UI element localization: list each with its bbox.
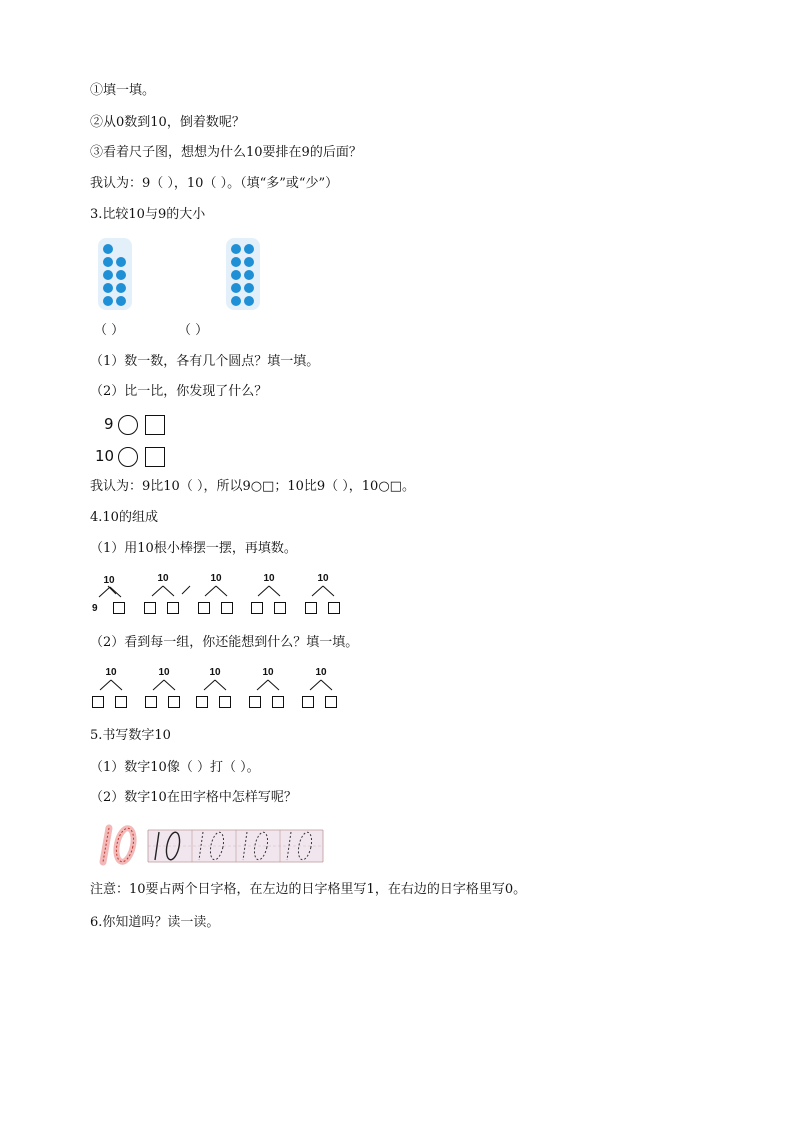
composition-total: 10	[210, 573, 222, 584]
branch-lines	[95, 585, 125, 599]
compare-square[interactable]	[145, 415, 165, 435]
question-each-group: （2）看到每一组，你还能想到什么？填一填。	[90, 635, 359, 650]
branch-lines	[253, 678, 283, 692]
composition-blank[interactable]	[113, 602, 125, 614]
composition-total: 10	[317, 573, 329, 584]
branch-lines	[148, 584, 178, 598]
composition-blank[interactable]	[145, 696, 157, 708]
composition-blank[interactable]	[115, 696, 127, 708]
composition-blank[interactable]	[274, 602, 286, 614]
composition-blank[interactable]	[305, 602, 317, 614]
compare-circle[interactable]	[118, 415, 138, 435]
composition-total: 10	[103, 575, 115, 586]
branch-lines	[201, 584, 231, 598]
writing-note: 注意：10要占两个日字格，在左边的日字格里写1，在右边的日字格里写0。	[90, 882, 527, 897]
composition-total: 10	[315, 667, 327, 678]
instruction-count: ②从0数到10，倒着数呢？	[90, 115, 245, 130]
composition-blank[interactable]	[251, 602, 263, 614]
branch-lines	[308, 584, 338, 598]
compare-number: 9	[104, 415, 114, 433]
composition-total: 10	[209, 667, 221, 678]
compare-number: 10	[95, 447, 115, 465]
instruction-fill: ①填一填。	[90, 83, 156, 98]
question-count-dots: （1）数一数，各有几个圆点？填一填。	[90, 354, 320, 369]
question-compare: （2）比一比，你发现了什么？	[90, 384, 268, 399]
stroke-order-example	[103, 827, 136, 864]
section-5-heading: 5.书写数字10	[90, 728, 171, 743]
composition-blank[interactable]	[249, 696, 261, 708]
answer-compare: 我认为：9比10（ ），所以9○□；10比9（ ），10○□。	[90, 479, 415, 494]
question-sticks: （1）用10根小棒摆一摆，再填数。	[90, 541, 297, 556]
compare-circle[interactable]	[118, 447, 138, 467]
branch-lines	[149, 678, 179, 692]
section-4-heading: 4.10的组成	[90, 510, 158, 525]
composition-total: 10	[158, 667, 170, 678]
composition-given-part: 9	[92, 603, 98, 614]
composition-blank[interactable]	[167, 602, 179, 614]
question-looks-like: （1）数字10像（ ）打（ ）。	[90, 760, 260, 775]
composition-blank[interactable]	[328, 602, 340, 614]
compare-square[interactable]	[145, 447, 165, 467]
composition-total: 10	[263, 573, 275, 584]
composition-blank[interactable]	[92, 696, 104, 708]
branch-lines	[254, 584, 284, 598]
writing-practice	[95, 820, 335, 868]
answer-more-less: 我认为：9（ ），10（ ）。（填“多”或“少”）	[90, 176, 339, 191]
section-6-heading: 6.你知道吗？读一读。	[90, 915, 220, 930]
instruction-ruler: ③看着尺子图，想想为什么10要排在9的后面？	[90, 145, 362, 160]
composition-blank[interactable]	[325, 696, 337, 708]
composition-blank[interactable]	[144, 602, 156, 614]
branch-lines	[200, 678, 230, 692]
dot-count-blank-left[interactable]: （ ）	[94, 323, 125, 338]
composition-blank[interactable]	[219, 696, 231, 708]
composition-total: 10	[105, 667, 117, 678]
composition-blank[interactable]	[168, 696, 180, 708]
composition-blank[interactable]	[272, 696, 284, 708]
composition-blank[interactable]	[196, 696, 208, 708]
branch-lines	[306, 678, 336, 692]
composition-blank[interactable]	[198, 602, 210, 614]
composition-total: 10	[262, 667, 274, 678]
branch-lines	[96, 678, 126, 692]
composition-blank[interactable]	[221, 602, 233, 614]
composition-blank[interactable]	[302, 696, 314, 708]
question-how-to-write: （2）数字10在田字格中怎样写呢？	[90, 790, 297, 805]
section-3-heading: 3.比较10与9的大小	[90, 207, 206, 222]
dot-count-blank-right[interactable]: （ ）	[178, 323, 209, 338]
composition-total: 10	[157, 573, 169, 584]
